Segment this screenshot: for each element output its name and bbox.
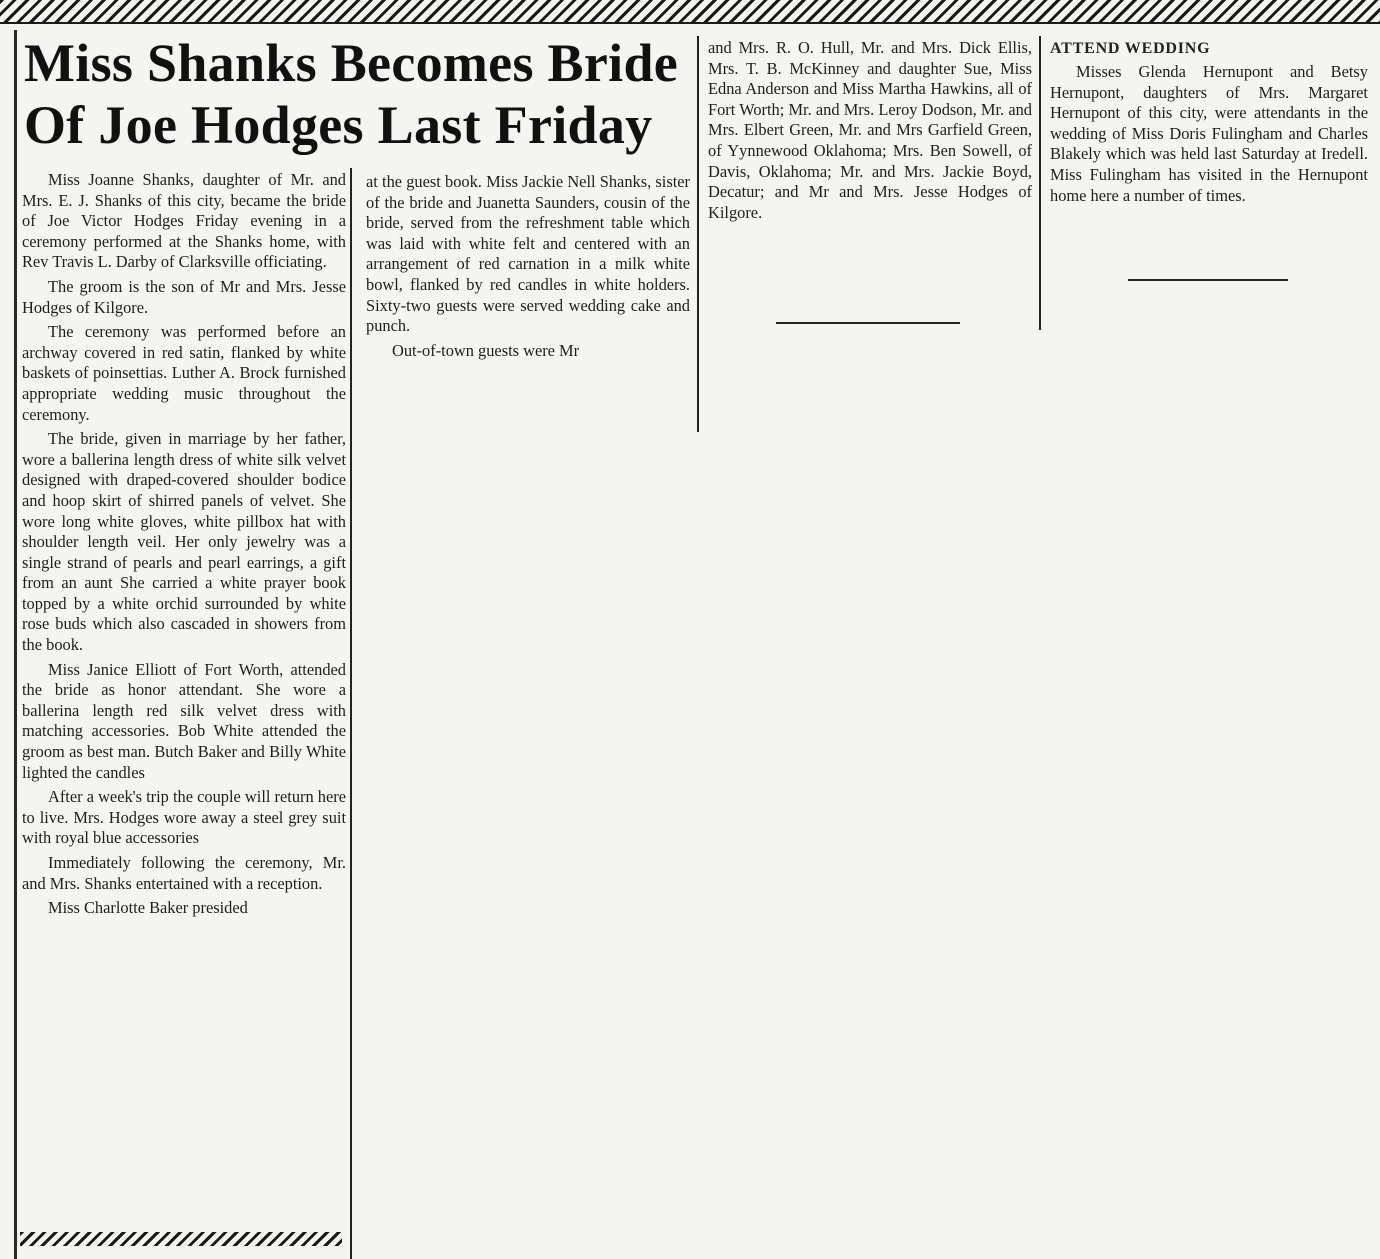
article-column-1 (22, 170, 346, 923)
column-rule-3 (1039, 36, 1041, 330)
paragraph: Miss Joanne Shanks, daughter of Mr. and Mrs. E. J. Shanks of this city, became the bride of Joe Victor Hodges Friday evening in a ceremony performed at the Shanks home, with Rev Travis L. Darby of Clarksville officiating. (22, 170, 346, 272)
article-headline: Miss Shanks Becomes Bride Of Joe Hodges Last Friday (24, 33, 679, 155)
paragraph: Misses Glenda Hernupont and Betsy Hernupont, daughters of Mrs. Margaret Hernupont of this city, were attendants in the wedding of Miss Doris Fulingham and Charles Blakely which was held last Saturday at Iredell. Miss Fulingham has visited in the Hernupont home here a number of times. (1050, 62, 1368, 205)
article-column-4 (1050, 62, 1368, 210)
paragraph: The bride, given in marriage by her father, wore a ballerina length dress of white silk velvet designed with draped-covered shoulder bodice and hoop skirt of shirred panels of velvet. She wore long white gloves, white pillbox hat with shoulder length veil. Her only jewelry was a single strand of pearls and pearl earrings, a gift from an aunt She carried a white prayer book topped by a white orchid surrounded by white rose buds which also cascaded in showers from the book. (22, 429, 346, 655)
article-end-rule (776, 322, 960, 324)
left-column-rule (14, 30, 17, 1259)
article-column-3 (708, 38, 1032, 227)
paragraph: Out-of-town guests were Mr (392, 340, 580, 360)
paragraph: and Mrs. R. O. Hull, Mr. and Mrs. Dick Ellis, Mrs. T. B. McKinney and daughter Sue, Miss Edna Anderson and Miss Martha Hawkins, all of Fort Worth; Mr. and Mrs. Leroy Dodson, Mr. and Mrs. Elbert Green, Mr. and Mrs Garfield Green, of Yynnewood Oklahoma; Mrs. Ben Sowell, of Davis, Oklahoma; Mr. and Mrs. Jackie Boyd, Decatur; and Mr and Mrs. Jesse Hodges of Kilgore. (708, 38, 1032, 222)
article-column-2 (366, 172, 690, 365)
column-rule-1 (350, 168, 352, 1259)
paragraph: Miss Janice Elliott of Fort Worth, attended the bride as honor attendant. She wore a ballerina length red silk velvet dress with matching accessories. Bob White attended the groom as best man. Butch Baker and Billy White lighted the candles (22, 659, 346, 782)
article-end-rule (1128, 279, 1288, 281)
paragraph: Miss Charlotte Baker presided (48, 898, 248, 918)
paragraph: The groom is the son of Mr and Mrs. Jesse Hodges of Kilgore. (22, 276, 346, 317)
paragraph: at the guest book. Miss Jackie Nell Shanks, sister of the bride and Juanetta Saunders, cousin of the bride, served from the refreshment table which was laid with white felt and centered with an arrangement of red carnation in a milk white bowl, flanked by red candles in white holders. Sixty-two guests were served wedding cake and punch. (366, 172, 690, 336)
paragraph: Immediately following the ceremony, Mr. and Mrs. Shanks entertained with a reception. (22, 853, 346, 893)
top-ornamental-border (0, 0, 1380, 24)
bottom-ornamental-border (20, 1232, 342, 1246)
paragraph: The ceremony was performed before an archway covered in red satin, flanked by white baskets of poinsettias. Luther A. Brock furnished appropriate wedding music throughout the ceremony. (22, 322, 346, 424)
paragraph: After a week's trip the couple will return here to live. Mrs. Hodges wore away a steel grey suit with royal blue accessories (22, 787, 346, 848)
section-subhead: ATTEND WEDDING (1050, 40, 1211, 57)
